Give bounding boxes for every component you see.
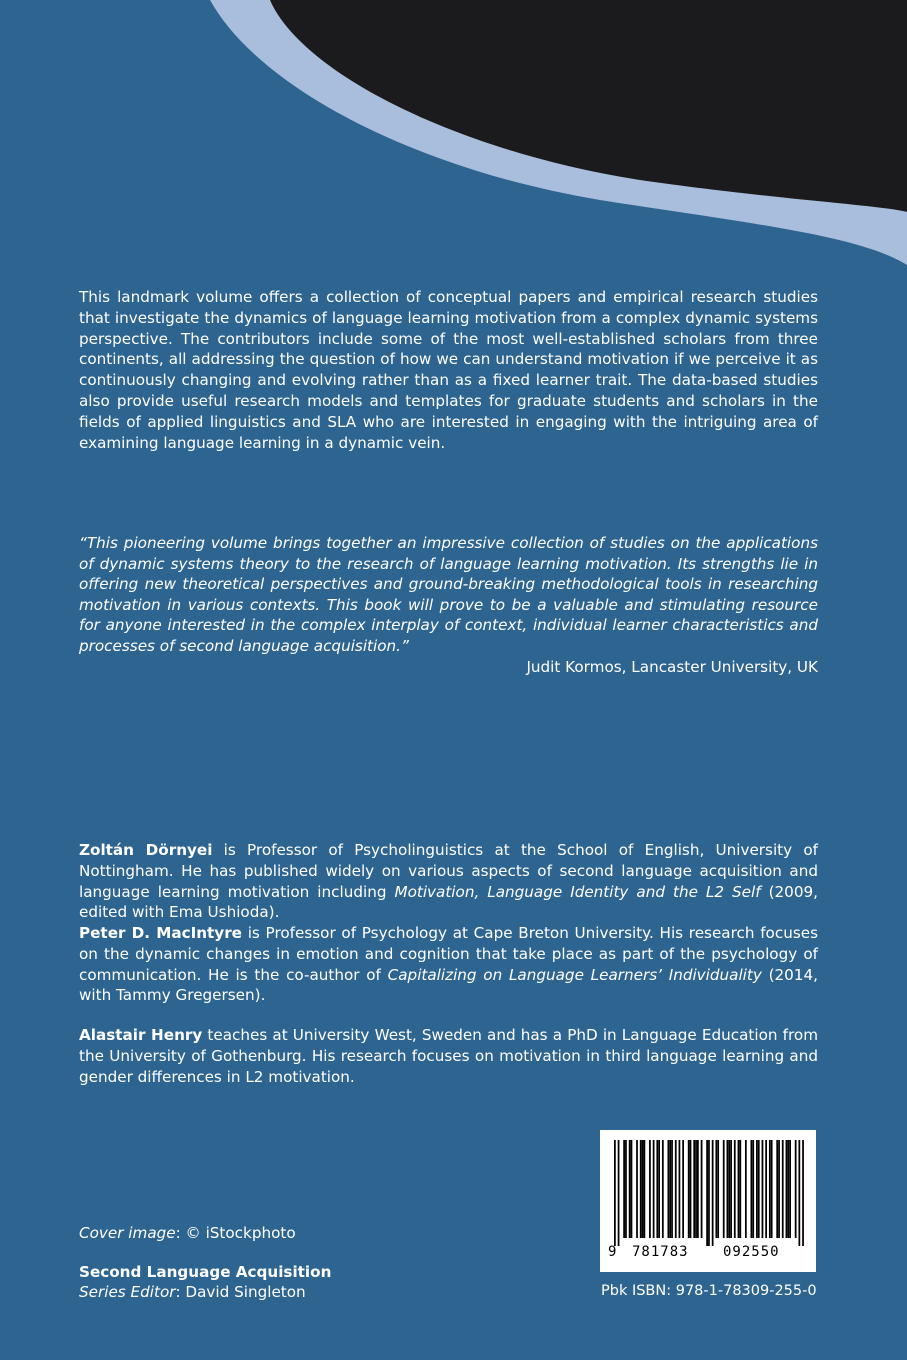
- barcode-bar: [662, 1140, 664, 1238]
- book-title: Capitalizing on Language Learners’ Individuality: [387, 965, 762, 984]
- barcode-bar: [629, 1140, 631, 1238]
- barcode-bar: [727, 1140, 729, 1238]
- barcode-bar: [682, 1140, 684, 1238]
- barcode: [600, 1130, 816, 1272]
- author-name: Peter D. MacIntyre: [79, 924, 242, 942]
- barcode-bar: [717, 1140, 719, 1238]
- barcode-bar: [739, 1140, 741, 1238]
- author-name: Alastair Henry: [79, 1026, 203, 1044]
- barcode-bar: [778, 1140, 780, 1238]
- cover-credit-value: : © iStockphoto: [175, 1224, 296, 1242]
- series-title: Second Language Acquisition: [79, 1263, 332, 1281]
- barcode-bar: [679, 1140, 681, 1238]
- barcode-bar: [644, 1140, 646, 1238]
- barcode-bar: [738, 1140, 740, 1238]
- endorsement-attribution: Judit Kormos, Lancaster University, UK: [526, 657, 818, 676]
- barcode-bar: [623, 1140, 625, 1238]
- barcode-bar: [765, 1140, 767, 1238]
- bio-text: (2014, with Tammy Gregersen).: [79, 965, 818, 1005]
- barcode-bar: [712, 1140, 714, 1246]
- barcode-bars: [614, 1140, 804, 1246]
- cover-credit-label: Cover image: [79, 1224, 176, 1242]
- barcode-bar: [751, 1140, 753, 1238]
- book-title: Motivation, Language Identity and the L2 Self: [394, 882, 761, 901]
- barcode-bar: [787, 1140, 789, 1238]
- barcode-digits: [608, 1244, 808, 1264]
- bio-text: is Professor of Psycholinguistics at the School of English, University of Nottingham. He has published widely on various aspects of second language acquisition and language learning motivation including: [79, 841, 818, 901]
- barcode-bar: [734, 1140, 736, 1238]
- barcode-digits-right: 092550: [723, 1244, 780, 1260]
- series-editor-name: : David Singleton: [175, 1283, 306, 1301]
- barcode-bar: [802, 1140, 804, 1246]
- barcode-bar: [795, 1140, 797, 1238]
- barcode-bar: [690, 1140, 692, 1238]
- barcode-bar: [782, 1140, 784, 1238]
- barcode-bar: [656, 1140, 658, 1238]
- series-editor-label: Series Editor: [79, 1283, 176, 1301]
- isbn: Pbk ISBN: 978-1-78309-255-0: [601, 1283, 817, 1299]
- barcode-bar: [649, 1140, 651, 1238]
- author-bio: [79, 923, 818, 1006]
- barcode-bar: [701, 1140, 703, 1238]
- barcode-bar: [769, 1140, 771, 1238]
- barcode-bar: [695, 1140, 697, 1238]
- book-description: This landmark volume offers a collection of conceptual papers and empirical research studies that investigate the dynamics of language learning motivation from a complex dynamic systems perspective. The contributors include some of the most well-established scholars from three continents, all addressing the question of how we can understand motivation if we perceive it as continuously changing and evolving rather than as a fixed learner trait. The data-based studies also provide useful research models and templates for graduate students and scholars in the fields of applied linguistics and SLA who are interested in engaging with the intriguing area of examining language learning in a dynamic vein.: [79, 288, 818, 452]
- barcode-bar: [653, 1140, 655, 1238]
- barcode-bar: [762, 1140, 764, 1238]
- series-editor: [79, 1283, 306, 1301]
- barcode-bar: [697, 1140, 699, 1238]
- author-bio: [79, 840, 818, 923]
- endorsement-quote: “This pioneering volume brings together an impressive collection of studies on the applications of dynamic systems theory to the research of language learning motivation. Its strengths lie in offering new theoretical perspectives and ground-breaking methodological tools in researching motivation in various contexts. This book will prove to be a valuable and stimulating resource for anyone interested in the complex interplay of context, individual learner characteristics and processes of second language acquisition.”: [79, 534, 818, 655]
- author-bio: [79, 1025, 818, 1087]
- barcode-bar: [671, 1140, 673, 1238]
- barcode-bar: [715, 1140, 717, 1238]
- barcode-bar: [675, 1140, 677, 1238]
- barcode-bar: [636, 1140, 638, 1238]
- barcode-digits-left: 781783: [632, 1244, 689, 1260]
- barcode-bar: [786, 1140, 788, 1238]
- barcode-bar: [723, 1140, 725, 1238]
- barcode-bar: [745, 1140, 747, 1238]
- barcode-bar: [640, 1140, 642, 1238]
- barcode-bar: [693, 1140, 695, 1238]
- barcode-bar: [706, 1140, 708, 1246]
- barcode-bar: [614, 1140, 616, 1246]
- barcode-bar: [776, 1140, 778, 1238]
- barcode-bar: [631, 1140, 633, 1238]
- barcode-bar: [752, 1140, 754, 1238]
- barcode-bar: [658, 1140, 660, 1238]
- barcode-bar: [642, 1140, 644, 1238]
- bio-text: is Professor of Psychology at Cape Breton University. His research focuses on the dynamic changes in emotion and cognition that take place as part of the psychology of communication. He is the co-author of: [79, 924, 818, 984]
- cover-image-credit: [79, 1224, 296, 1242]
- barcode-bar: [756, 1140, 758, 1238]
- barcode-bar: [730, 1140, 732, 1238]
- barcode-bar: [668, 1140, 670, 1238]
- barcode-bar: [728, 1140, 730, 1238]
- barcode-bar: [625, 1140, 627, 1238]
- decorative-swoosh: [0, 0, 907, 300]
- barcode-bar: [688, 1140, 690, 1238]
- barcode-bar: [618, 1140, 620, 1246]
- bio-text: teaches at University West, Sweden and has a PhD in Language Education from the University of Gothenburg. His research focuses on motivation in third language learning and gender differences in L2 motivation.: [79, 1026, 818, 1086]
- bio-text: (2009, edited with Ema Ushioda).: [79, 882, 818, 922]
- barcode-digit-first: 9: [608, 1244, 617, 1260]
- author-name: Zoltán Dörnyei: [79, 841, 213, 859]
- barcode-bar: [758, 1140, 760, 1238]
- barcode-bar: [771, 1140, 773, 1238]
- barcode-bar: [789, 1140, 791, 1238]
- endorsement: [79, 533, 818, 677]
- barcode-bar: [669, 1140, 671, 1238]
- barcode-bar: [798, 1140, 800, 1246]
- barcode-bar: [708, 1140, 710, 1246]
